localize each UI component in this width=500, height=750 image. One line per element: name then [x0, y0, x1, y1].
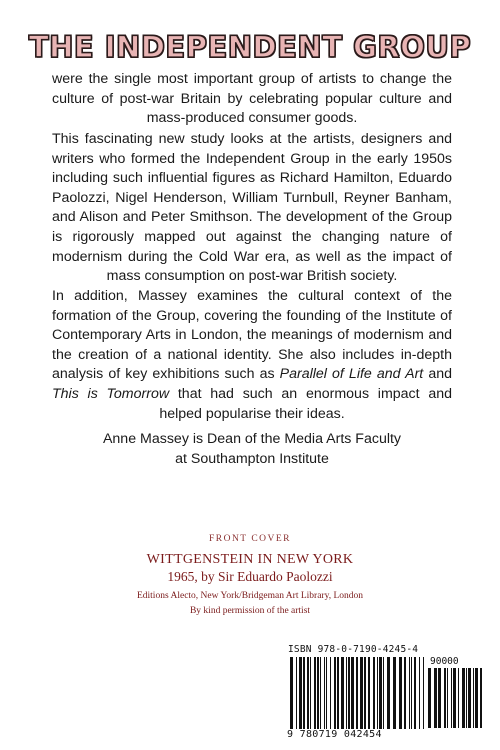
addition-paragraph — [52, 287, 452, 424]
bio-line-2: at Southampton Institute — [175, 450, 329, 467]
exhibition-title-1: Parallel of Life and Art — [279, 366, 424, 383]
exhibition-title-2: This is Tomorrow — [52, 385, 170, 402]
cover-artwork-title: WITTGENSTEIN IN NEW YORK — [146, 552, 354, 567]
cover-image-credit: Editions Alecto, New York/Bridgeman Art Library, London — [136, 591, 364, 601]
barcode-digits: 9 780719 042454 — [287, 729, 382, 740]
addition-text-2: and — [423, 366, 452, 383]
cover-label: FRONT COVER — [208, 534, 292, 544]
barcode-icon — [290, 657, 424, 729]
bio-line-1: Anne Massey is Dean of the Media Arts Faculty — [102, 431, 402, 447]
study-paragraph: This fascinating new study looks at the artists, designers and writers who formed the Independent Group in the early 1950s including such influential figures as Richard Hamilton, Eduardo Paolozzi, Nigel Henderson, William Turnbull, Reyner Banham, and Alison and Peter Smithson. The development of the Group is rigorously mapped out against the changing nature of modernism during the Cold War era, as well as the impact of mass consumption on post-war British society. — [52, 131, 452, 285]
cover-artwork-year: 1965, by Sir Eduardo Paolozzi — [167, 569, 333, 584]
cover-credit — [0, 534, 500, 619]
addition-text-3: that had such an enormous impact and helped popularise their ideas. — [159, 385, 452, 422]
intro-paragraph: were the single most important group of artists to change the culture of post-war Britain by celebrating popular culture and mass-produced consumer goods. — [52, 71, 452, 127]
cover-permission: By kind permission of the artist — [189, 606, 311, 616]
isbn-number: ISBN 978-0-7190-4245-4 — [288, 644, 419, 655]
author-bio — [52, 430, 452, 469]
book-title: THE INDEPENDENT GROUP — [28, 30, 472, 64]
addon-barcode-icon — [428, 668, 484, 728]
addition-text-1: In addition, Massey examines the cultural context of the formation of the Group, covering the founding of the Institute of Contemporary Arts in London, the meanings of modernism and the creation of a national identity. She also includes in-depth analysis of key exhibitions such as — [52, 288, 452, 383]
price-addon-code: 90000 — [430, 656, 459, 667]
